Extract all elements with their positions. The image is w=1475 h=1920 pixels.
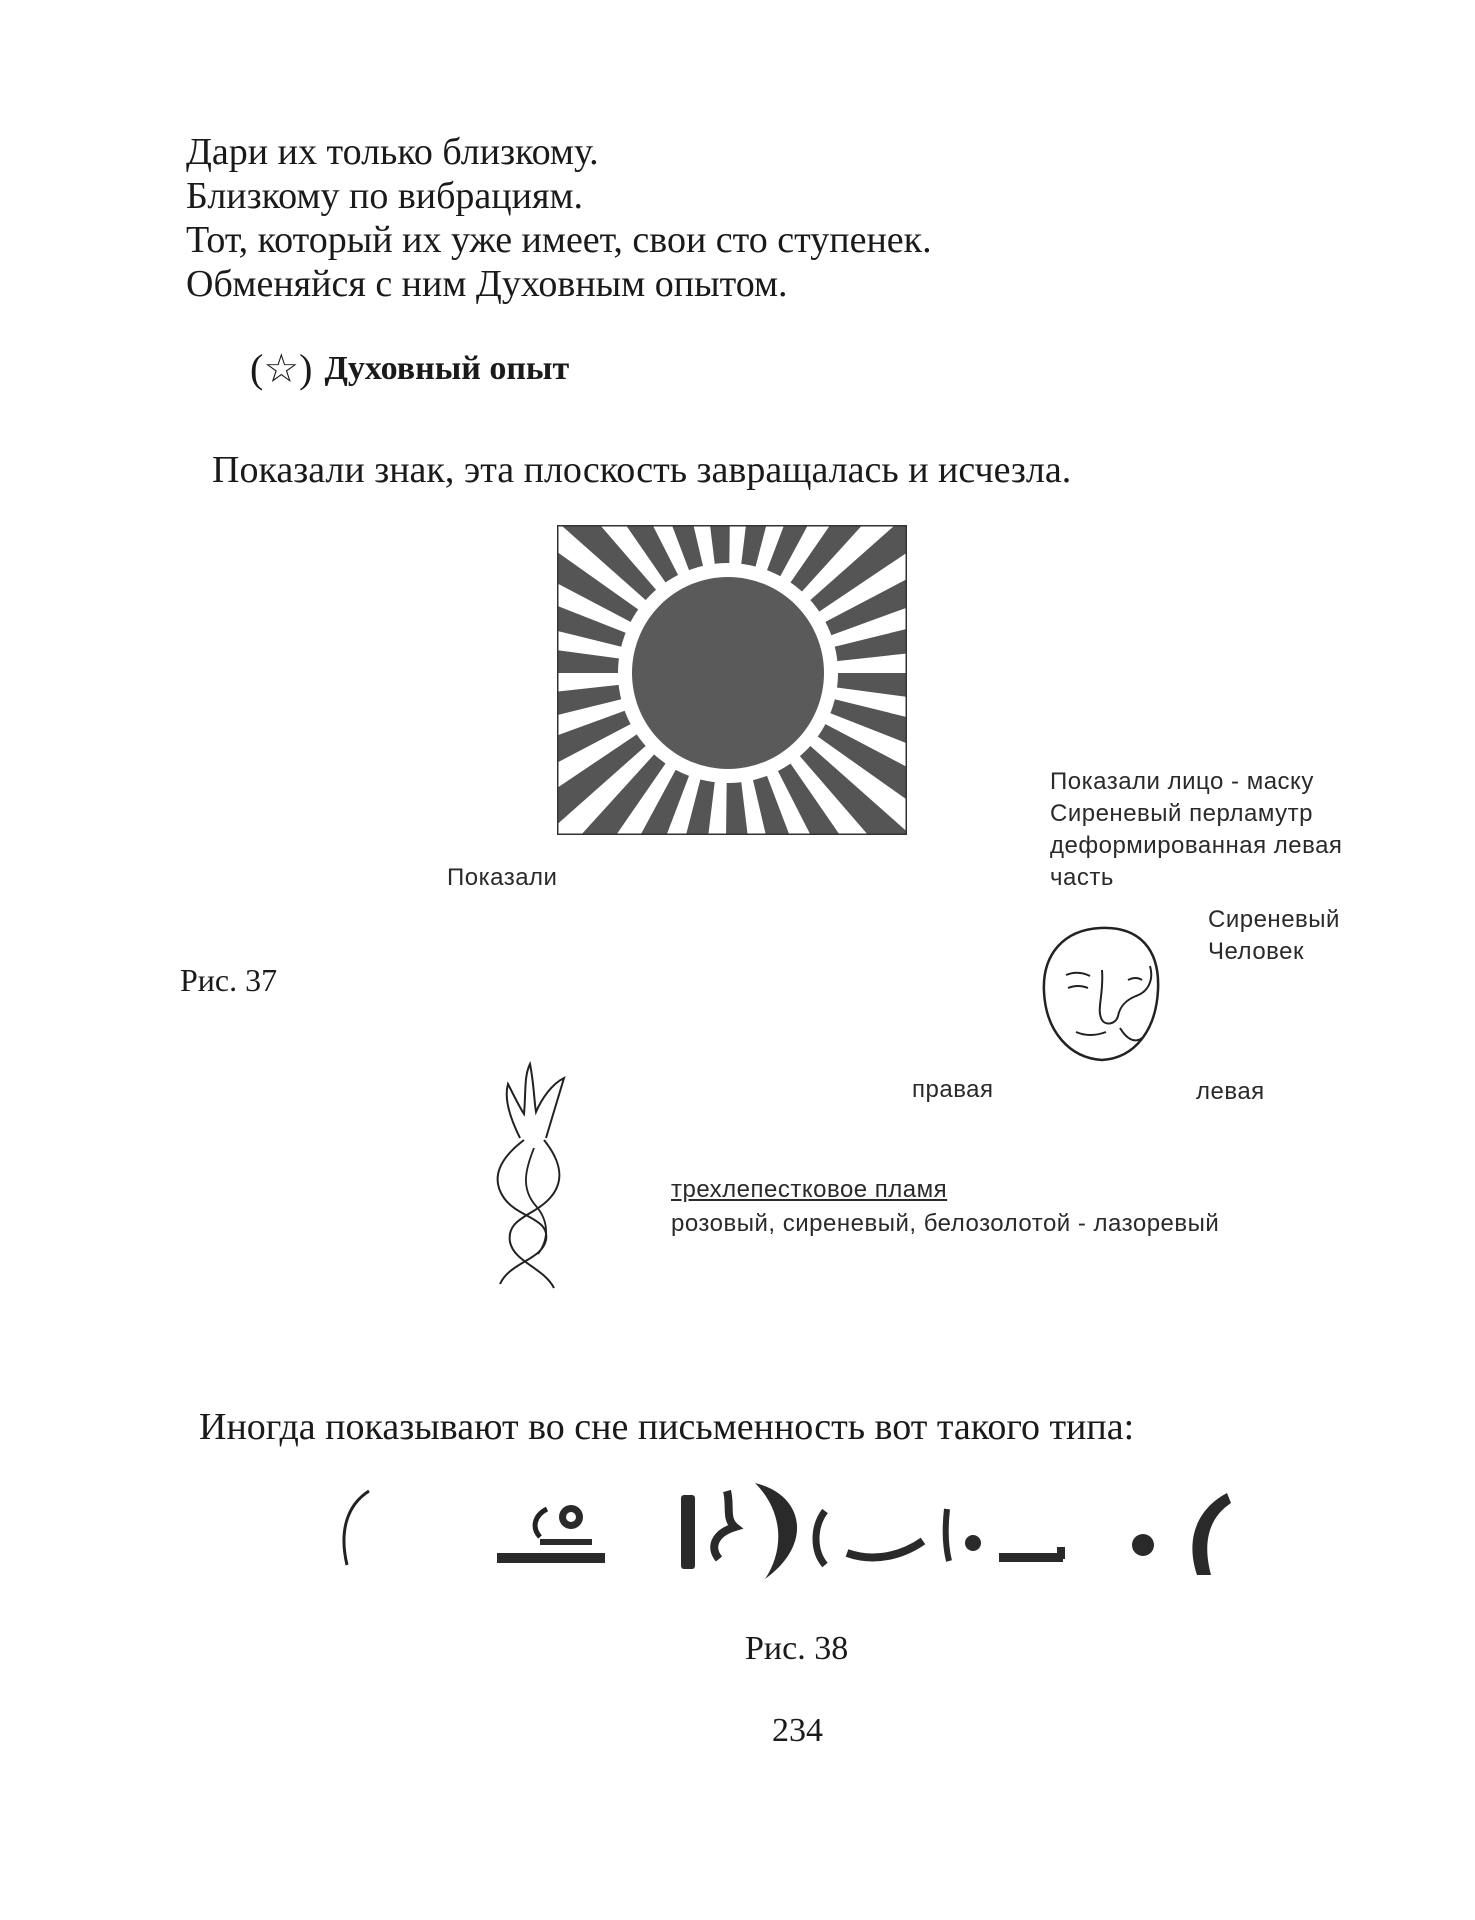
flame-title: трехлепестковое пламя <box>671 1176 948 1203</box>
mask-note-line: Сиреневый перламутр <box>1050 800 1313 827</box>
paragraph-script: Иногда показывают во сне письменность вот такого типа: <box>199 1406 1135 1448</box>
section-title: Духовный опыт <box>324 349 570 387</box>
section-heading <box>250 345 569 392</box>
mask-note <box>1050 766 1342 894</box>
intro-line: Обменяйся с ним Духовным опытом. <box>186 263 788 305</box>
mask-face-figure <box>1030 920 1180 1070</box>
mask-side-line: Сиреневый <box>1208 906 1340 933</box>
mask-note-line: Показали лицо - маску <box>1050 768 1314 795</box>
intro-line: Дари их только близкому. <box>186 131 599 173</box>
intro-line: Тот, который их уже имеет, свои сто ступенек. <box>186 219 932 261</box>
intro-text <box>186 130 932 306</box>
mask-left-label: левая <box>1196 1078 1265 1105</box>
figure-37-label: Рис. 37 <box>180 962 278 998</box>
figure-38-label: Рис. 38 <box>745 1630 849 1667</box>
flame-figure <box>480 1048 580 1298</box>
star-icon: (☆) <box>250 346 313 391</box>
mask-side-note <box>1208 904 1340 968</box>
intro-line: Близкому по вибрациям. <box>186 175 583 217</box>
dream-script-figure <box>335 1475 1235 1585</box>
mask-note-line: деформированная левая <box>1050 832 1343 859</box>
mask-side-line: Человек <box>1208 938 1304 965</box>
sun-sign-figure <box>557 525 907 835</box>
mask-note-line: часть <box>1050 864 1114 891</box>
paragraph-sign: Показали знак, эта плоскость завращалась и исчезла. <box>212 449 1072 491</box>
caption-showed: Показали <box>447 864 558 891</box>
mask-right-label: правая <box>912 1076 994 1103</box>
page-number: 234 <box>772 1712 823 1749</box>
flame-colors: розовый, сиреневый, белозолотой - лазоревый <box>671 1210 1220 1237</box>
